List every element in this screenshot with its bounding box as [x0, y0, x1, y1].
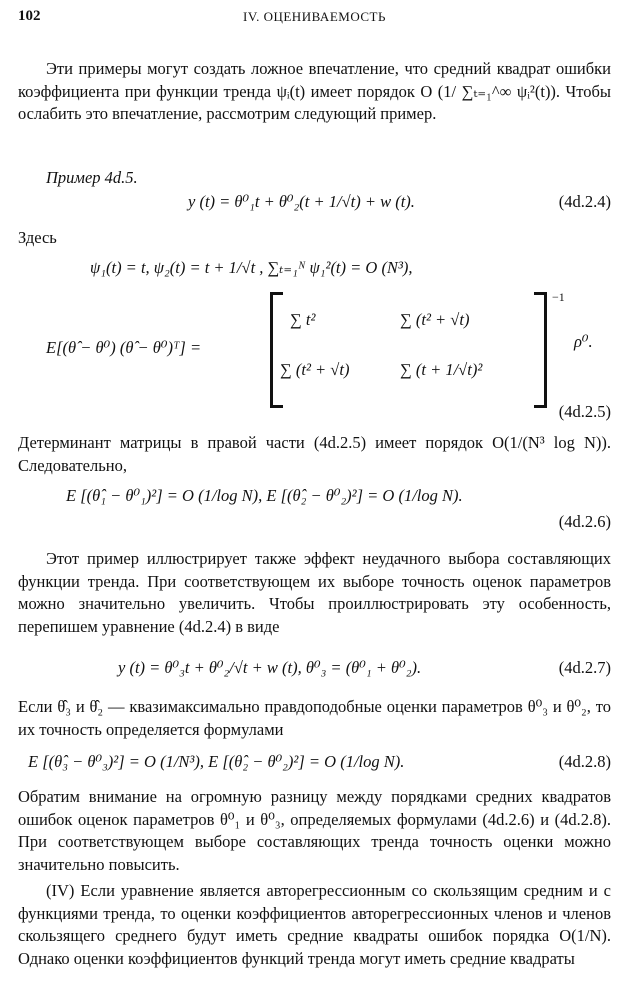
equation-4d-2-6-body: E [(θ̂₁ − θ⁰₁)²] = O (1/log N), E [(θ̂₂ − θ⁰₂)²] = O (1/log N). — [66, 486, 463, 505]
paragraph-intro: Эти примеры могут создать ложное впечатление, что средний квадрат ошибки коэффициента при функции тренда ψᵢ(t) имеет порядок O (1/ ∑ₜ₌₁^∞ ψᵢ²(t)). Чтобы ослабить это впечатление, рассмотрим следующий пример. — [18, 59, 611, 123]
matrix-cell-11: ∑ t² — [290, 310, 316, 329]
equation-4d-2-6-number: (4d.2.6) — [558, 512, 611, 531]
paragraph-determinant: Детерминант матрицы в правой части (4d.2.5) имеет порядок O(1/(N³ log N)). Следовательно, — [18, 433, 611, 475]
paragraph-iv: (IV) Если уравнение является авторегрессионным со скользящим средним и с функциями тренда, то оценки коэффициентов авторегрессионных членов и членов скользящего среднего будут иметь средние квадраты ошибок порядка O(1/N). Однако оценки коэффициентов функций тренда могут иметь средние квадраты — [18, 881, 611, 968]
equation-4d-2-7-body: y (t) = θ⁰₃t + θ⁰₂/√t + w (t), θ⁰₃ = (θ⁰₁ + θ⁰₂). — [118, 658, 422, 677]
matrix-lhs: E[(θ̂ − θ⁰) (θ̂ − θ⁰)ᵀ] = — [46, 338, 202, 357]
equation-4d-2-4-number: (4d.2.4) — [558, 192, 611, 211]
paragraph-trend-choice: Этот пример иллюстрирует также эффект неудачного выбора составляющих функции тренда. При соответствующем их выборе точность оценок параметров можно значительно увеличить. Чтобы проиллюстрировать эту особенность, перепишем уравнение (4d.2.4) в виде — [18, 549, 611, 636]
paragraph-difference: Обратим внимание на огромную разницу между порядками средних квадратов ошибок оценок параметров θ⁰₁ и θ⁰₃, определяемых формулами (4d.2.6) и (4d.2.8). При соответствующем выборе составляющих тренда точность оценки можно значительно повысить. — [18, 787, 611, 874]
here-line — [18, 228, 611, 248]
equation-4d-2-8-number: (4d.2.8) — [558, 752, 611, 771]
equation-4d-2-5-number: (4d.2.5) — [558, 402, 611, 421]
page-header — [18, 8, 611, 30]
equation-4d-2-7-number: (4d.2.7) — [558, 658, 611, 677]
equation-4d-2-5-matrix — [18, 292, 611, 404]
example-label: Пример 4d.5. — [46, 168, 138, 187]
running-head: IV. ОЦЕНИВАЕМОСТЬ — [243, 9, 386, 24]
equation-4d-2-8-body: E [(θ̂₃ − θ⁰₃)²] = O (1/N³), E [(θ̂₂ − θ⁰₂)²] = O (1/log N). — [28, 752, 405, 771]
equation-4d-2-4-body: y (t) = θ⁰₁t + θ⁰₂(t + 1/√t) + w (t). — [188, 192, 415, 211]
equation-definitions-body: ψ₁(t) = t, ψ₂(t) = t + 1/√t , ∑ₜ₌₁ᴺ ψ₁²(t) = O (N³), — [90, 258, 413, 277]
matrix-right-bracket — [534, 292, 547, 408]
matrix-left-bracket — [270, 292, 283, 408]
matrix-inverse-exponent: −1 — [552, 290, 565, 304]
matrix-rho: ρ⁰. — [574, 332, 593, 351]
paragraph-quasi-ml: Если θ̂₃ и θ̂₂ — квазимаксимально правдоподобные оценки параметров θ⁰₃ и θ⁰₂, то их точность определяется формулами — [18, 697, 611, 739]
matrix-cell-22: ∑ (t + 1/√t)² — [400, 360, 483, 379]
here-label: Здесь — [18, 228, 57, 247]
matrix-cell-12: ∑ (t² + √t) — [400, 310, 470, 329]
page-number: 102 — [18, 8, 41, 24]
matrix-cell-21: ∑ (t² + √t) — [280, 360, 350, 379]
